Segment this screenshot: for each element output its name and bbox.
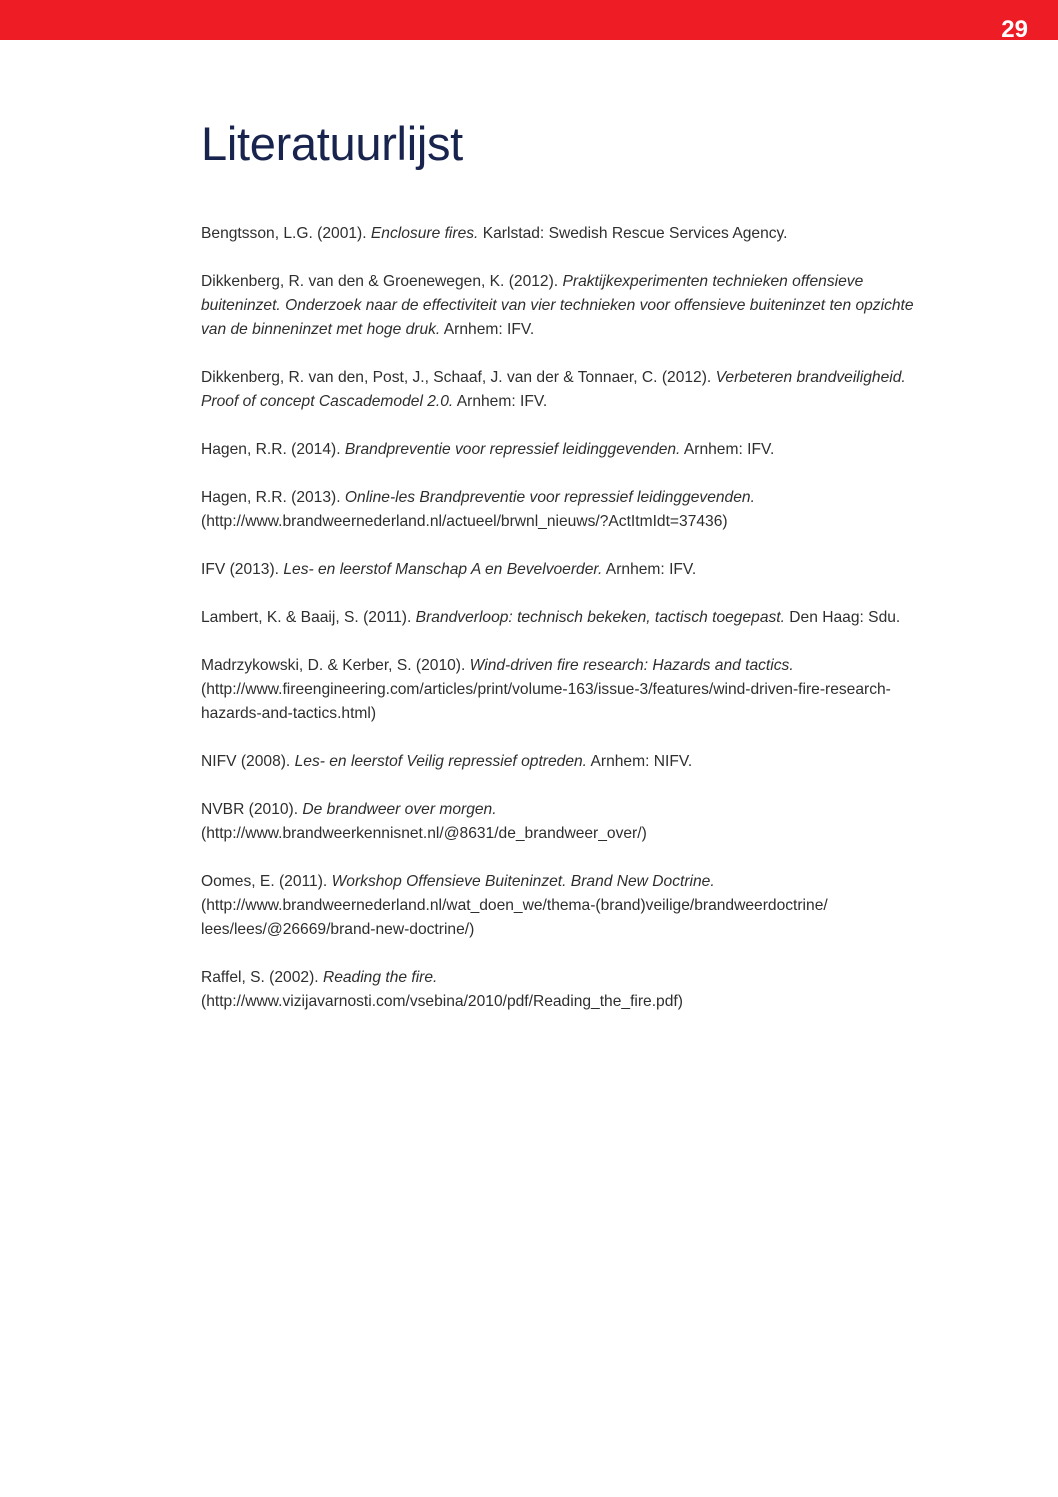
reference-publisher: Arnhem: IFV. [602,561,697,578]
reference-title: De brandweer over morgen. [302,801,497,818]
reference-title: Enclosure fires. [370,225,479,242]
reference-publisher: Arnhem: NIFV. [587,753,693,770]
reference-publisher: Arnhem: IFV. [680,441,775,458]
reference-authors: IFV (2013). [201,561,284,578]
reference-authors: Lambert, K. & Baaij, S. (2011). [201,609,416,626]
reference-url: (http://www.vizijavarnosti.com/vsebina/2010/pdf/Reading_the_fire.pdf) [201,993,683,1010]
reference-title: Verbeteren brandveiligheid. Proof of concept Cascademodel 2.0. [201,369,906,410]
reference-title: Online-les Brandpreventie voor repressief leidinggevenden. [344,489,755,506]
reference-entry [201,750,926,774]
reference-publisher: Den Haag: Sdu. [784,609,901,626]
reference-entry [201,366,926,414]
reference-authors: NIFV (2008). [201,753,295,770]
reference-publisher: Karlstad: Swedish Rescue Services Agency. [478,225,788,242]
reference-entry [201,870,926,942]
reference-entry [201,438,926,462]
reference-entry [201,270,926,342]
header-bar [0,0,1058,43]
reference-authors: Bengtsson, L.G. (2001). [201,225,371,242]
reference-authors: Raffel, S. (2002). [201,969,323,986]
reference-entry [201,798,926,846]
reference-title: Praktijkexperimenten technieken offensieve buiteninzet. Onderzoek naar de effectiviteit van vier technieken voor offensieve buiteninzet ten opzichte van de binneninzet met hoge druk. [201,273,914,338]
reference-entry [201,558,926,582]
reference-title: Brandpreventie voor repressief leidinggevenden. [344,441,681,458]
reference-authors: Hagen, R.R. (2013). [201,489,345,506]
reference-url: (http://www.brandweerkennisnet.nl/@8631/de_brandweer_over/) [201,825,647,842]
page-number: 29 [1001,16,1028,43]
reference-authors: Madrzykowski, D. & Kerber, S. (2010). [201,657,470,674]
reference-url: (http://www.brandweernederland.nl/actueel/brwnl_nieuws/?ActItmIdt=37436) [201,513,728,530]
reference-publisher: Arnhem: IFV. [453,393,548,410]
reference-publisher: Arnhem: IFV. [440,321,535,338]
reference-title: Les- en leerstof Manschap A en Bevelvoerder. [283,561,603,578]
reference-title: Wind-driven fire research: Hazards and tactics. [469,657,794,674]
reference-list [201,222,926,1038]
reference-entry [201,222,926,246]
page-title: Literatuurlijst [201,117,463,170]
reference-title: Workshop Offensieve Buiteninzet. Brand New Doctrine. [331,873,715,890]
reference-authors: NVBR (2010). [201,801,303,818]
reference-entry [201,966,926,1014]
reference-authors: Dikkenberg, R. van den, Post, J., Schaaf, J. van der & Tonnaer, C. (2012). [201,369,716,386]
reference-url: (http://www.fireengineering.com/articles/print/volume-163/issue-3/features/wind-driven-fire-research-hazards-and-tactics.html) [201,681,891,722]
reference-entry [201,654,926,726]
reference-authors: Oomes, E. (2011). [201,873,332,890]
reference-entry [201,486,926,534]
reference-entry [201,606,926,630]
reference-title: Brandverloop: technisch bekeken, tactisch toegepast. [415,609,785,626]
reference-authors: Hagen, R.R. (2014). [201,441,345,458]
reference-title: Les- en leerstof Veilig repressief optreden. [294,753,587,770]
reference-title: Reading the fire. [322,969,438,986]
reference-url: (http://www.brandweernederland.nl/wat_doen_we/thema-(brand)veilige/brandweerdoctrine/ lees/lees/@26669/brand-new-doctrine/) [201,897,828,938]
reference-authors: Dikkenberg, R. van den & Groenewegen, K. (2012). [201,273,563,290]
